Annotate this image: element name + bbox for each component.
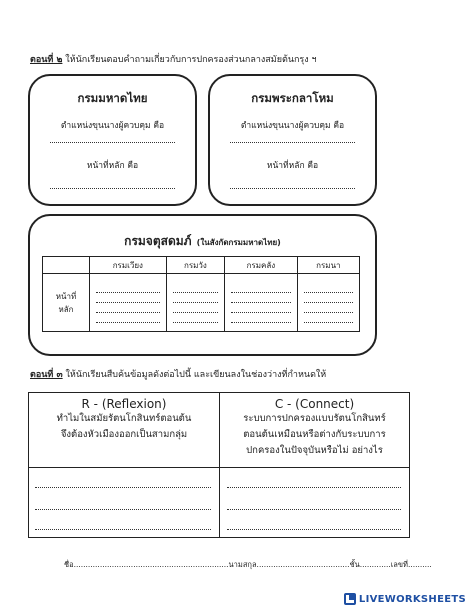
mahadthai-title: กรมมหาดไทย	[77, 91, 148, 105]
jatusadom-title: กรมจตุสดมภ์	[124, 234, 192, 248]
mahadthai-q2: หน้าที่หลัก คือ	[86, 161, 139, 171]
answer-cell[interactable]	[297, 274, 359, 332]
connect-cell	[220, 397, 409, 459]
reflexion-question-1: ทำไมในสมัยรัตนโกสินทร์ตอนต้น	[56, 413, 192, 424]
connect-question-2: ตอนต้นเหมือนหรือต่างกับระบบการ	[243, 429, 386, 440]
connect-answer-line[interactable]	[227, 509, 401, 510]
reflexion-heading: R - (Reflexion)	[81, 397, 167, 411]
connect-answer-line[interactable]	[227, 529, 401, 530]
row-label-cell	[43, 274, 90, 332]
answer-cell[interactable]	[166, 274, 224, 332]
table-duty-row	[43, 274, 360, 332]
table-corner-cell	[43, 257, 90, 274]
brand-icon	[344, 593, 356, 605]
mahadthai-q1: ตำแหน่งขุนนางผู้ควบคุม คือ	[60, 121, 165, 131]
mahadthai-answer2[interactable]	[50, 188, 175, 189]
column-header: กรมคลัง	[225, 257, 298, 274]
connect-question-3: ปกครองในปัจจุบันหรือไม่ อย่างไร	[246, 445, 383, 456]
jatusadom-subtitle: (ในสังกัดกรมมหาดไทย)	[196, 238, 281, 247]
mahadthai-box	[28, 74, 197, 206]
answer-cell[interactable]	[225, 274, 298, 332]
kalahom-box	[208, 74, 377, 206]
jatusadom-heading	[30, 230, 375, 251]
row-label-line2: หลัก	[58, 304, 74, 314]
section2-instruction	[30, 52, 317, 66]
jatusadom-box	[28, 214, 377, 356]
kalahom-answer2[interactable]	[230, 188, 355, 189]
kalahom-answer1[interactable]	[230, 142, 355, 143]
section2-label: ตอนที่ ๒	[30, 55, 63, 65]
table-header-row	[43, 257, 360, 274]
jatusadom-table	[42, 256, 360, 332]
rc-table	[28, 392, 410, 538]
section2-text: ให้นักเรียนตอบคำถามเกี่ยวกับการปกครองส่วนกลางสมัยต้นกรุง ฯ	[62, 55, 317, 65]
kalahom-q2: หน้าที่หลัก คือ	[266, 161, 319, 171]
brand-logo	[344, 593, 466, 605]
column-header: กรมวัง	[166, 257, 224, 274]
connect-heading: C - (Connect)	[274, 397, 355, 411]
kalahom-title: กรมพระกลาโหม	[251, 91, 334, 105]
section3-instruction	[30, 367, 326, 381]
answer-cell[interactable]	[90, 274, 167, 332]
section3-text: ให้นักเรียนสืบค้นข้อมูลดังต่อไปนี้ และเขียนลงในช่องว่างที่กำหนดให้	[62, 370, 327, 380]
reflexion-answer-line[interactable]	[35, 487, 211, 488]
reflexion-answer-line[interactable]	[35, 529, 211, 530]
brand-name: LIVEWORKSHEETS	[358, 593, 466, 605]
reflexion-question-2: จึงต้องหัวเมืองออกเป็นสามกลุ่ม	[60, 429, 188, 440]
mahadthai-answer1[interactable]	[50, 142, 175, 143]
connect-question-1: ระบบการปกครองแบบรัตนโกสินทร์	[243, 413, 386, 424]
column-header: กรมเวียง	[90, 257, 167, 274]
rc-row-divider	[29, 467, 409, 468]
row-label-line1: หน้าที่	[55, 291, 77, 301]
reflexion-cell	[29, 397, 219, 443]
kalahom-q1: ตำแหน่งขุนนางผู้ควบคุม คือ	[240, 121, 345, 131]
reflexion-answer-line[interactable]	[35, 509, 211, 510]
connect-answer-line[interactable]	[227, 487, 401, 488]
column-header: กรมนา	[297, 257, 359, 274]
student-info-line: ชื่อ.................................................................นามสกุล.......................................ชั้น.............เลขที่..........	[64, 560, 432, 569]
section3-label: ตอนที่ ๓	[30, 370, 63, 380]
